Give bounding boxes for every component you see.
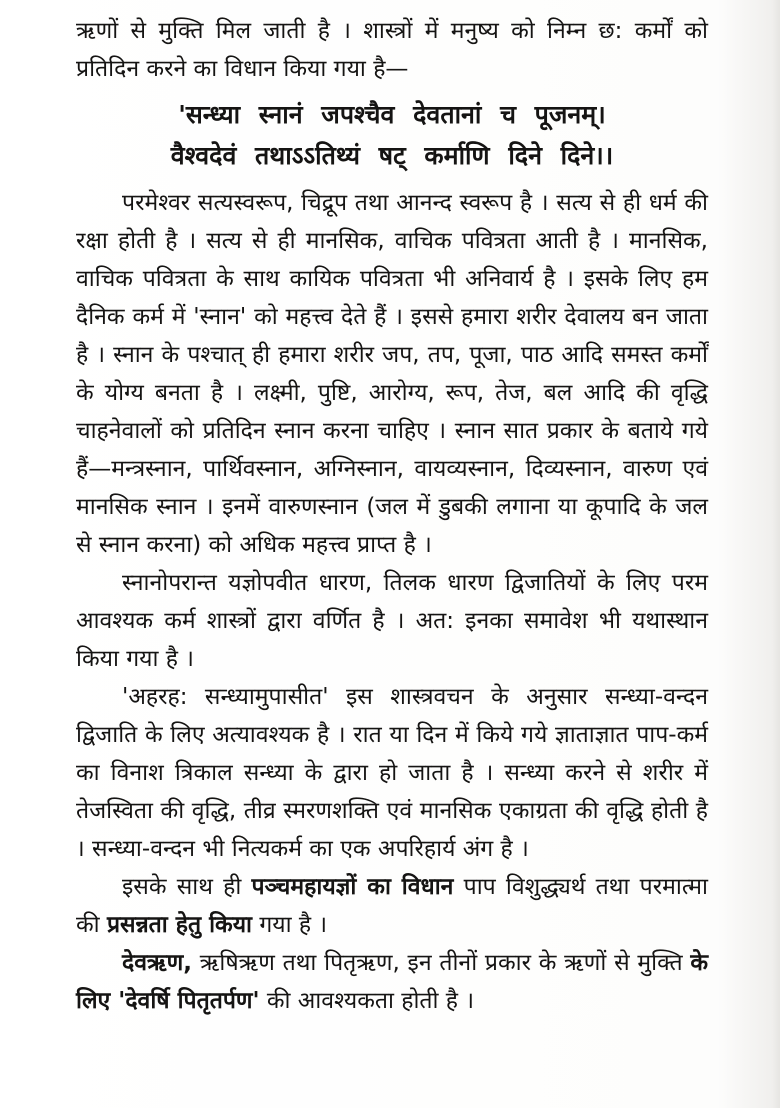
text-segment: गया है । [252, 912, 328, 938]
paragraph [76, 678, 708, 868]
paragraph [76, 564, 708, 678]
text-segment: पाप विशुद्ध्यर्थ तथा परमात्मा की [76, 874, 708, 938]
text-segment: 'अहरह: सन्ध्यामुपासीत' इस शास्त्रवचन के अनुसार सन्ध्या-वन्दन द्विजाति के लिए अत्यावश्यक है । रात या दिन में किये गये ज्ञाताज्ञात पाप-कर्म का विनाश त्रिकाल सन्ध्या के द्वारा हो जाता है । सन्ध्या करने से शरीर में तेजस्विता की वृद्धि, तीव्र स्मरणशक्ति एवं मानसिक एकाग्रता की वृद्धि होती है । सन्ध्या-वन्दन भी नित्यकर्म का एक अपरिहार्य अंग है । [76, 684, 708, 862]
text-segment: ऋषिऋण तथा पितृऋण, इन तीनों प्रकार के ऋणों से मुक्ति [192, 950, 691, 976]
text-segment: इसके साथ ही [122, 874, 252, 900]
text-segment: पञ्चमहायज्ञों का विधान [251, 874, 454, 900]
verse-line-1: 'सन्ध्या स्नानं जपश्चैव देवतानां च पूजनम्। [178, 100, 606, 129]
verse-line-2: वैश्वदेवं तथाऽऽतिथ्यं षट् कर्माणि दिने दिने।। [170, 141, 614, 170]
text-segment: परमेश्वर सत्यस्वरूप, चिद्रूप तथा आनन्द स्वरूप है । सत्य से ही धर्म की रक्षा होती है । सत्य से ही मानसिक, वाचिक पवित्रता आती है । मानसिक, वाचिक पवित्रता के साथ कायिक पवित्रता भी अनिवार्य है । इसके लिए हम दैनिक कर्म में 'स्नान' को महत्त्व देते हैं । इससे हमारा शरीर देवालय बन जाता है । स्नान के पश्चात् ही हमारा शरीर जप, तप, पूजा, पाठ आदि समस्त कर्मों के योग्य बनता है । लक्ष्मी, पुष्टि, आरोग्य, रूप, तेज, बल आदि की वृद्धि चाहनेवालों को प्रतिदिन स्नान करना चाहिए । स्नान सात प्रकार के बताये गये हैं—मन्त्रस्नान, पार्थिवस्नान, अग्निस्नान, वायव्यस्नान, दिव्यस्नान, वारुण एवं मानसिक स्नान । इनमें वारुणस्नान (जल में डुबकी लगाना या कूपादि के जल से स्नान करना) को अधिक महत्त्व प्राप्त है । [76, 190, 708, 558]
paragraph [76, 944, 708, 1020]
sanskrit-verse [76, 94, 708, 176]
text-segment: स्नानोपरान्त यज्ञोपवीत धारण, तिलक धारण द्विजातियों के लिए परम आवश्यक कर्म शास्त्रों द्वारा वर्णित है । अत: इनका समावेश भी यथास्थान किया गया है । [76, 570, 708, 672]
paragraph [76, 184, 708, 564]
intro-continuation-text: ऋणों से मुक्ति मिल जाती है । शास्त्रों में मनुष्य को निम्न छ: कर्मों को प्रतिदिन करने का विधान किया गया है— [76, 18, 708, 82]
text-segment: की आवश्यकता होती है । [259, 988, 475, 1014]
paragraphs-container [76, 184, 708, 1020]
text-segment: प्रसन्नता हेतु किया [106, 912, 253, 938]
text-segment: देवऋण, [122, 950, 192, 976]
text-segment: के लिए 'देवर्षि पितृतर्पण' [76, 950, 708, 1014]
paragraph [76, 868, 708, 944]
